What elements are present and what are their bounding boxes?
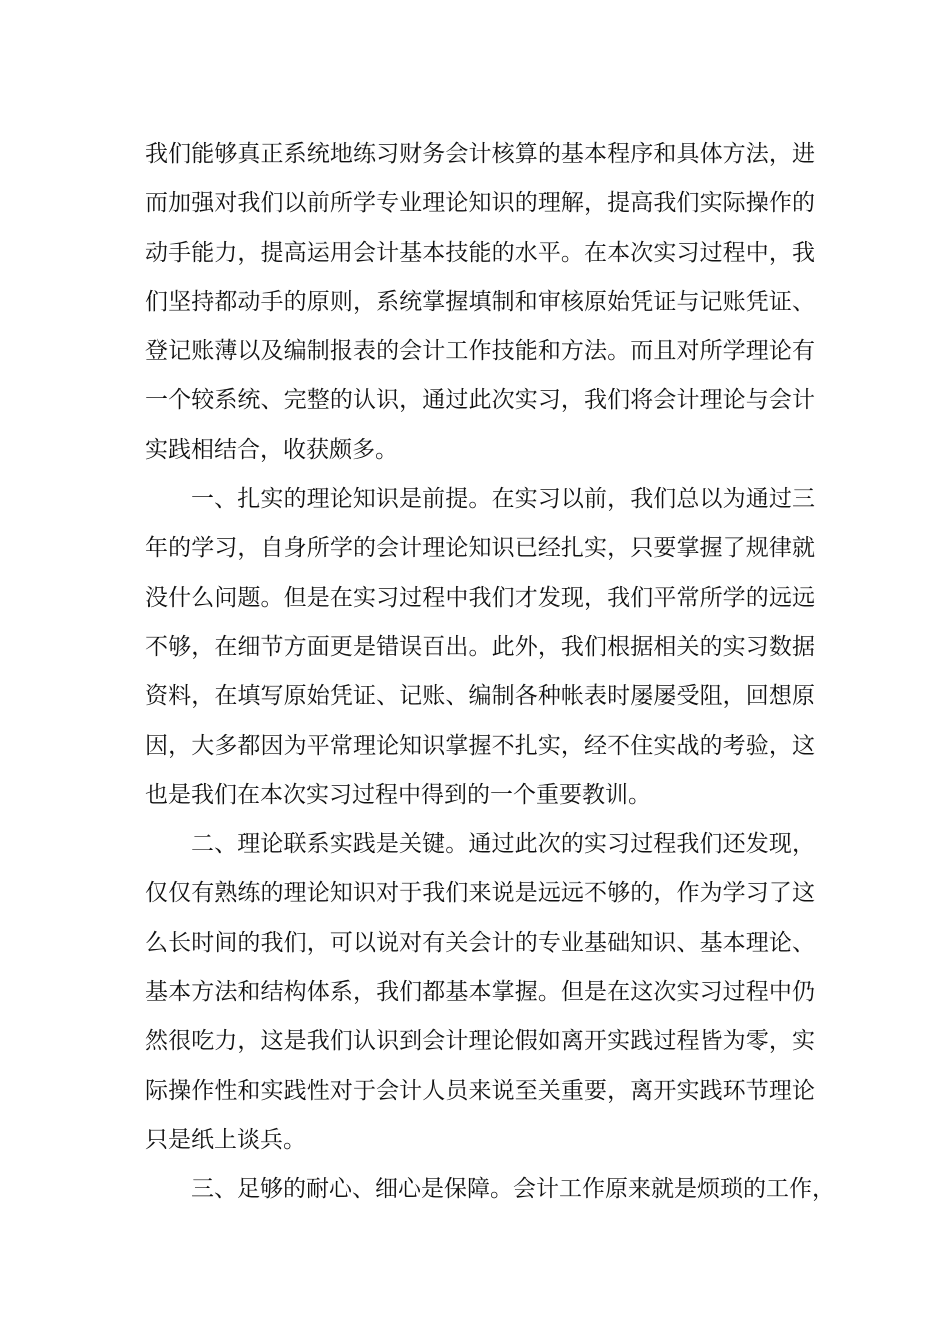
paragraph-heading-line: 二、理论联系实践是关键。通过此次的实习过程我们还发现， [191,831,815,858]
text-line: 我们能够真正系统地练习财务会计核算的基本程序和具体方法，进 [145,141,815,167]
text-line: 动手能力，提高运用会计基本技能的水平。在本次实习过程中，我 [145,239,815,266]
text-line: 一个较系统、完整的认识，通过此次实习，我们将会计理论与会计 [145,387,815,414]
text-line: 年的学习，自身所学的会计理论知识已经扎实，只要掌握了规律就 [145,535,815,562]
text-line: 资料，在填写原始凭证、记账、编制各种帐表时屡屡受阻，回想原 [145,683,815,710]
paragraph-heading-line: 三、足够的耐心、细心是保障。会计工作原来就是烦琐的工作， [191,1176,835,1203]
text-line: 而加强对我们以前所学专业理论知识的理解，提高我们实际操作的 [145,190,815,217]
paragraph-heading-line: 一、扎实的理论知识是前提。在实习以前，我们总以为通过三 [191,486,815,513]
text-line: 然很吃力，这是我们认识到会计理论假如离开实践过程皆为零，实 [145,1028,815,1055]
text-line: 只是纸上谈兵。 [145,1126,306,1153]
text-line: 因，大多都因为平常理论知识掌握不扎实，经不住实战的考验，这 [145,732,815,759]
text-line: 们坚持都动手的原则，系统掌握填制和审核原始凭证与记账凭证、 [145,288,815,315]
text-line: 际操作性和实践性对于会计人员来说至关重要，离开实践环节理论 [145,1077,815,1104]
text-line: 实践相结合，收获颇多。 [145,436,398,463]
text-line: 基本方法和结构体系，我们都基本掌握。但是在这次实习过程中仍 [145,979,815,1006]
text-line: 仅仅有熟练的理论知识对于我们来说是远远不够的，作为学习了这 [145,880,815,907]
text-line: 没什么问题。但是在实习过程中我们才发现，我们平常所学的远远 [145,584,815,611]
text-line: 不够，在细节方面更是错误百出。此外，我们根据相关的实习数据 [145,633,815,660]
body-text [145,130,835,1215]
text-line: 登记账薄以及编制报表的会计工作技能和方法。而且对所学理论有 [145,338,815,365]
text-line: 也是我们在本次实习过程中得到的一个重要教训。 [145,781,651,808]
text-line: 么长时间的我们，可以说对有关会计的专业基础知识、基本理论、 [145,929,815,956]
